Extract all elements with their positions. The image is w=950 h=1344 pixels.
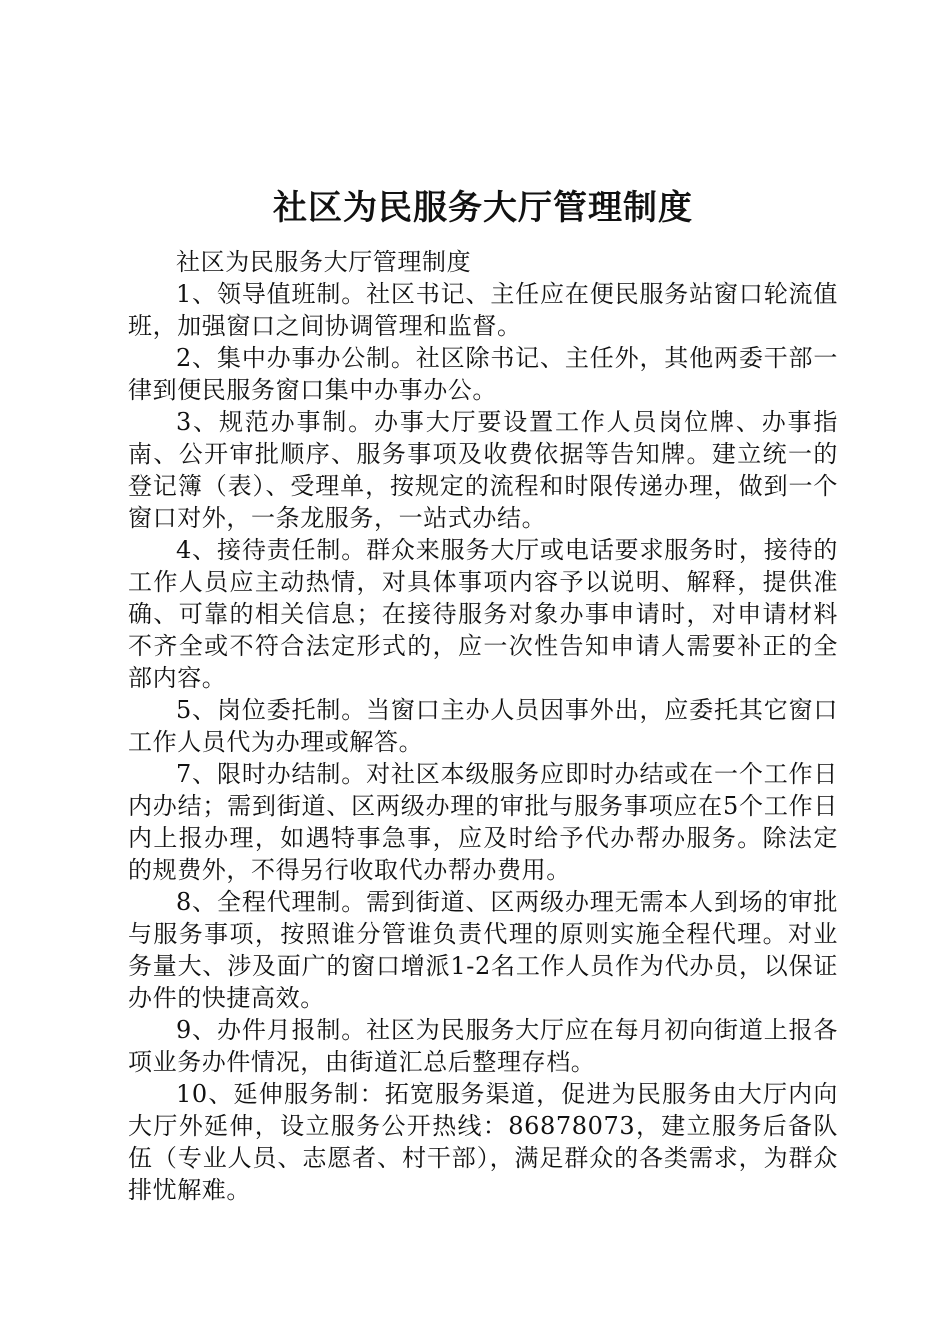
paragraph-5: 5、岗位委托制。当窗口主办人员因事外出，应委托其它窗口工作人员代为办理或解答。	[128, 696, 838, 756]
paragraph-10: 10、延伸服务制：拓宽服务渠道，促进为民服务由大厅内向大厅外延伸，设立服务公开热线：86878073，建立服务后备队伍（专业人员、志愿者、村干部），满足群众的各类需求，为群众排忧解难。	[128, 1080, 838, 1204]
paragraph-7: 7、限时办结制。对社区本级服务应即时办结或在一个工作日内办结；需到街道、区两级办理的审批与服务事项应在5个工作日内上报办理，如遇特事急事，应及时给予代办帮办服务。除法定的规费外，不得另行收取代办帮办费用。	[128, 760, 838, 884]
paragraph-8: 8、全程代理制。需到街道、区两级办理无需本人到场的审批与服务事项，按照谁分管谁负责代理的原则实施全程代理。对业务量大、涉及面广的窗口增派1-2名工作人员作为代办员，以保证办件的快捷高效。	[128, 888, 838, 1012]
paragraph-2: 2、集中办事办公制。社区除书记、主任外，其他两委干部一律到便民服务窗口集中办事办公。	[128, 344, 838, 404]
paragraph-1: 1、领导值班制。社区书记、主任应在便民服务站窗口轮流值班，加强窗口之间协调管理和监督。	[128, 280, 838, 340]
paragraph-9: 9、办件月报制。社区为民服务大厅应在每月初向街道上报各项业务办件情况，由街道汇总后整理存档。	[128, 1016, 838, 1076]
document-title: 社区为民服务大厅管理制度	[273, 188, 693, 228]
document-page	[128, 180, 838, 1206]
paragraph-3: 3、规范办事制。办事大厅要设置工作人员岗位牌、办事指南、公开审批顺序、服务事项及收费依据等告知牌。建立统一的登记簿（表）、受理单，按规定的流程和时限传递办理，做到一个窗口对外，一条龙服务，一站式办结。	[128, 408, 838, 532]
paragraph-4: 4、接待责任制。群众来服务大厅或电话要求服务时，接待的工作人员应主动热情，对具体事项内容予以说明、解释，提供准确、可靠的相关信息；在接待服务对象办事申请时，对申请材料不齐全或不符合法定形式的，应一次性告知申请人需要补正的全部内容。	[128, 536, 838, 692]
document-subtitle: 社区为民服务大厅管理制度	[176, 248, 472, 276]
